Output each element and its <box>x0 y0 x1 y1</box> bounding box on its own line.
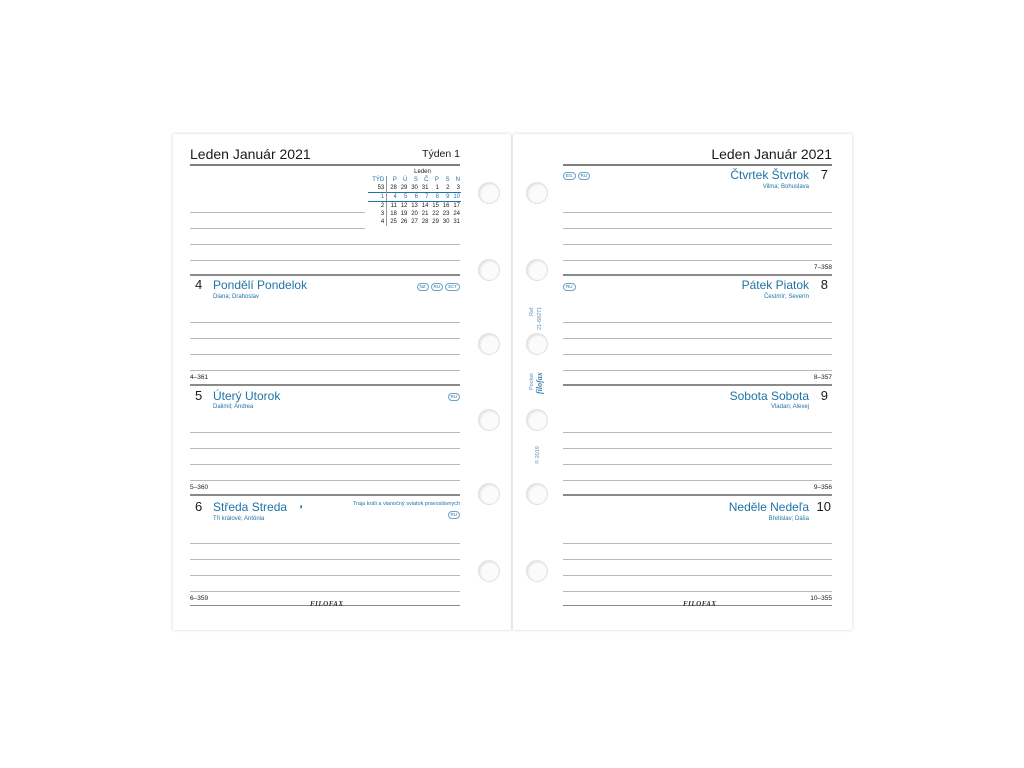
note-line <box>190 260 460 261</box>
right-page <box>513 134 852 630</box>
mini-calendar-cell: 3 <box>456 185 460 191</box>
note-line <box>563 322 832 323</box>
note-line <box>563 338 832 339</box>
day-number: 4 <box>195 277 203 292</box>
mini-calendar-cell: 29 <box>432 219 439 225</box>
day-count: 8–357 <box>813 374 832 381</box>
day-count: 10–355 <box>810 595 832 602</box>
note-line <box>190 338 460 339</box>
note-line <box>563 575 832 576</box>
note-line <box>563 543 832 544</box>
day-name: Neděle Nedeľa <box>728 500 809 514</box>
mini-calendar-cell: 31 <box>453 219 460 225</box>
day-count: 5–360 <box>190 484 209 491</box>
punch-hole <box>526 182 548 204</box>
name-days: Břetislav; Dáša <box>768 516 809 522</box>
mini-calendar-cell: 8 <box>429 193 440 202</box>
note-line <box>563 260 832 261</box>
page-title-right: Leden Január 2021 <box>711 146 832 162</box>
country-badge: EG <box>563 172 576 180</box>
note-line <box>190 448 460 449</box>
note-line <box>190 228 365 229</box>
day-number: 8 <box>820 277 828 292</box>
mini-calendar-cell: 5 <box>398 193 409 202</box>
note-line <box>190 559 460 560</box>
name-days: Čestmír; Severín <box>763 294 809 300</box>
mini-calendar-cell: 28 <box>390 185 397 191</box>
day-name: Pátek Piatok <box>741 278 809 292</box>
day-rule <box>563 494 832 496</box>
day-number: 10 <box>816 499 831 514</box>
mini-calendar-cell: 12 <box>400 203 408 209</box>
holiday-badges <box>563 172 590 180</box>
mini-calendar-cell: 4 <box>368 218 387 226</box>
mini-calendar-head-cell: Ú <box>403 177 408 183</box>
mini-calendar-title: Leden <box>414 169 431 175</box>
punch-hole <box>478 560 500 582</box>
mini-calendar-row-current <box>368 193 461 202</box>
page-title-left: Leden Január 2021 <box>190 146 311 162</box>
name-days: Dalimil; Andrea <box>213 404 254 410</box>
mini-calendar <box>368 169 461 226</box>
binding-brand: filofax <box>535 372 544 394</box>
note-line <box>563 448 832 449</box>
mini-calendar-cell: 24 <box>453 211 460 217</box>
mini-calendar-cell: 1 <box>435 185 439 191</box>
punch-hole <box>478 333 500 355</box>
name-days: Diana; Drahoslav <box>213 294 260 300</box>
holiday-badges <box>563 283 576 291</box>
mini-calendar-cell: 2 <box>446 185 450 191</box>
mini-calendar-cell: 30 <box>442 219 450 225</box>
note-line <box>563 212 832 213</box>
note-line <box>563 591 832 592</box>
note-line <box>563 559 832 560</box>
mini-calendar-row <box>368 218 461 226</box>
day-count: 4–361 <box>190 374 209 381</box>
mini-calendar-cell: 31 <box>421 185 429 191</box>
mini-calendar-cell: 18 <box>390 211 397 217</box>
mini-calendar-cell: 28 <box>421 219 429 225</box>
mini-calendar-cell: 26 <box>400 219 408 225</box>
punch-hole <box>526 409 548 431</box>
punch-hole <box>526 333 548 355</box>
mini-calendar-row <box>368 202 461 211</box>
note-line <box>190 244 460 245</box>
day-rule <box>563 384 832 386</box>
mini-calendar-cell: 4 <box>387 193 398 202</box>
day-count: 7–358 <box>813 264 832 271</box>
day-name: Sobota Sobota <box>729 389 809 403</box>
mini-calendar-cell: 30 <box>411 185 418 191</box>
day-count: 9–356 <box>813 484 832 491</box>
note-line <box>190 575 460 576</box>
pocket-label: Pocket <box>529 373 535 390</box>
punch-hole <box>478 182 500 204</box>
mini-calendar-row <box>368 210 461 218</box>
header-rule <box>190 164 460 166</box>
note-line <box>563 432 832 433</box>
mini-calendar-cell: 6 <box>408 193 419 202</box>
day-name: Úterý Utorok <box>213 389 281 403</box>
mini-calendar-cell: 16 <box>442 203 450 209</box>
moon-phase-icon: ◑ <box>298 502 303 511</box>
mini-calendar-cell: 9 <box>440 193 451 202</box>
mini-calendar-cell: 17 <box>453 203 460 209</box>
note-line <box>563 464 832 465</box>
country-badge: RU <box>448 393 461 401</box>
mini-calendar-cell: 3 <box>368 210 387 218</box>
country-badge: RU <box>578 172 591 180</box>
mini-calendar-cell: 23 <box>442 211 450 217</box>
holiday-badges <box>448 511 461 519</box>
mini-calendar-head-cell: N <box>455 177 460 183</box>
note-line <box>563 370 832 371</box>
note-line <box>563 480 832 481</box>
day-number: 7 <box>820 167 828 182</box>
day-name: Pondělí Pondelok <box>213 278 308 292</box>
mini-calendar-cell: 22 <box>432 211 439 217</box>
mini-calendar-row <box>368 184 461 193</box>
mini-calendar-cell: 10 <box>450 193 461 202</box>
day-rule <box>190 494 460 496</box>
mini-calendar-cell: 1 <box>368 193 387 202</box>
note-line <box>190 432 460 433</box>
mini-calendar-head-cell: S <box>413 177 418 183</box>
note-line <box>190 212 365 213</box>
punch-hole <box>478 259 500 281</box>
mini-calendar-head-cell: S <box>445 177 450 183</box>
country-badge: NZ <box>417 283 429 291</box>
country-badge: RU <box>448 511 461 519</box>
day-rule <box>563 274 832 276</box>
mini-calendar-header <box>368 176 461 184</box>
mini-calendar-head-cell: P <box>434 177 439 183</box>
ref-code: 21-68271 <box>537 306 543 330</box>
punch-hole <box>478 483 500 505</box>
country-badge: RU <box>431 283 444 291</box>
day-number: 9 <box>820 388 828 403</box>
mini-calendar-cell: 25 <box>390 219 397 225</box>
punch-hole <box>526 259 548 281</box>
note-line <box>190 354 460 355</box>
note-line <box>563 354 832 355</box>
punch-hole <box>478 409 500 431</box>
punch-hole <box>526 560 548 582</box>
note-line <box>190 591 460 592</box>
note-line <box>563 228 832 229</box>
note-line <box>190 543 460 544</box>
mini-calendar-cell: 27 <box>411 219 418 225</box>
brand-logo: FILOFAX <box>683 600 717 608</box>
holiday-note: Traja králi a vianočný sviatok pravoslávnych <box>352 501 460 507</box>
note-line <box>190 480 460 481</box>
week-label: Týden 1 <box>422 148 460 160</box>
mini-calendar-cell: 20 <box>411 211 418 217</box>
copyright: © 2019 <box>535 446 541 464</box>
mini-calendar-cell: 7 <box>419 193 430 202</box>
note-line <box>190 464 460 465</box>
header-rule <box>563 164 832 166</box>
mini-calendar-table <box>368 176 461 226</box>
day-rule <box>190 274 460 276</box>
note-line <box>563 244 832 245</box>
country-badge: RU <box>563 283 576 291</box>
mini-calendar-cell: 21 <box>421 211 429 217</box>
mini-calendar-cell: 14 <box>421 203 429 209</box>
holiday-badges <box>417 283 461 291</box>
punch-hole <box>526 483 548 505</box>
mini-calendar-cell: 29 <box>400 185 408 191</box>
holiday-badges <box>448 393 461 401</box>
day-name: Čtvrtek Štvrtok <box>730 168 809 182</box>
day-number: 6 <box>195 499 203 514</box>
brand-logo: FILOFAX <box>310 600 344 608</box>
day-rule <box>190 384 460 386</box>
day-name: Středa Streda <box>213 500 288 514</box>
left-page <box>173 134 511 630</box>
mini-calendar-head-cell: P <box>392 177 397 183</box>
ref-label: Ref. <box>529 305 535 316</box>
name-days: Vladan; Alexej <box>770 404 809 410</box>
name-days: Vilma; Bohuslava <box>762 184 809 190</box>
country-badge: SCT <box>445 283 460 291</box>
mini-calendar-cell: 13 <box>411 203 418 209</box>
day-count: 6–359 <box>190 595 209 602</box>
mini-calendar-cell: 15 <box>432 203 439 209</box>
mini-calendar-head-cell: TÝD <box>368 176 387 184</box>
note-line <box>190 370 460 371</box>
mini-calendar-cell: 2 <box>368 202 387 211</box>
note-line <box>190 322 460 323</box>
day-number: 5 <box>195 388 203 403</box>
mini-calendar-head-cell: Č <box>424 177 429 183</box>
mini-calendar-cell: 53 <box>368 184 387 193</box>
name-days: Tři králové; Antónia <box>213 516 265 522</box>
mini-calendar-cell: 19 <box>400 211 408 217</box>
mini-calendar-cell: 11 <box>390 203 397 209</box>
